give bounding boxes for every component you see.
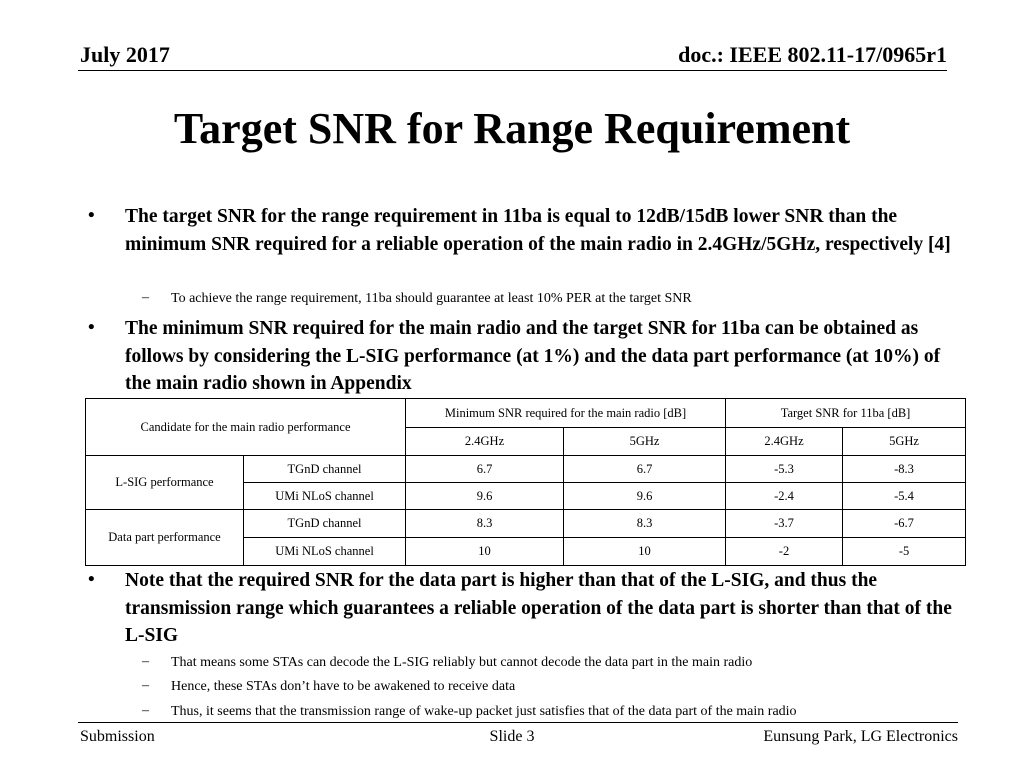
bullet-marker: • [88,317,95,338]
footer-divider [78,722,958,723]
header-divider [78,70,947,71]
header-min-snr-cell: Minimum SNR required for the main radio [dB] [406,399,726,428]
value-cell: -2.4 [726,483,843,510]
sub-bullet-text-1: To achieve the range requirement, 11ba should guarantee at least 10% PER at the target SNR [171,291,692,306]
value-cell: -5.3 [726,456,843,483]
bullet-text-3: Note that the required SNR for the data part is higher than that of the L-SIG, and thus the transmission range which guarantees a reliable operation of the data part is shorter than that of the L-SIG [125,570,952,646]
header-target-snr-cell: Target SNR for 11ba [dB] [726,399,966,428]
header-candidate-cell: Candidate for the main radio performance [86,399,406,456]
value-cell: 9.6 [564,483,726,510]
subheader-min-5: 5GHz [564,428,726,456]
footer-author: Eunsung Park, LG Electronics [763,728,958,745]
value-cell: 10 [406,538,564,566]
sub-bullet-marker: – [142,654,149,669]
sub-bullet-marker: – [142,703,149,718]
bullet-text-1: The target SNR for the range requirement in 11ba is equal to 12dB/15dB lower SNR than the minimum SNR required for a reliable operation of the main radio in 2.4GHz/5GHz, respectively [4] [125,206,951,255]
data-part-label-cell: Data part performance [86,510,244,566]
header-doc-id: doc.: IEEE 802.11-17/0965r1 [678,42,947,67]
value-cell: -8.3 [843,456,966,483]
value-cell: -2 [726,538,843,566]
bullet-marker: • [88,569,95,590]
channel-cell: TGnD channel [244,456,406,483]
table-row [86,456,966,483]
value-cell: -5.4 [843,483,966,510]
header-date: July 2017 [80,42,170,67]
value-cell: -6.7 [843,510,966,538]
slide-title: Target SNR for Range Requirement [173,104,851,153]
sub-bullet-marker: – [142,290,149,305]
value-cell: -5 [843,538,966,566]
channel-cell: UMi NLoS channel [244,483,406,510]
footer-slide-number: Slide 3 [489,728,535,745]
sub-bullet-text-2: That means some STAs can decode the L-SIG reliably but cannot decode the data part in the main radio [171,655,753,670]
channel-cell: TGnD channel [244,510,406,538]
sub-bullet-text-3: Hence, these STAs don’t have to be awakened to receive data [171,679,516,694]
footer-submission: Submission [80,728,155,745]
snr-table [85,398,966,566]
subheader-tgt-5: 5GHz [843,428,966,456]
sub-bullet-text-4: Thus, it seems that the transmission range of wake-up packet just satisfies that of the data part of the main radio [171,704,797,719]
value-cell: 10 [564,538,726,566]
channel-cell: UMi NLoS channel [244,538,406,566]
value-cell: -3.7 [726,510,843,538]
value-cell: 8.3 [406,510,564,538]
bullet-marker: • [88,205,95,226]
subheader-min-24: 2.4GHz [406,428,564,456]
value-cell: 8.3 [564,510,726,538]
value-cell: 9.6 [406,483,564,510]
sub-bullet-marker: – [142,678,149,693]
bullet-text-2: The minimum SNR required for the main radio and the target SNR for 11ba can be obtained as follows by considering the L-SIG performance (at 1%) and the data part performance (at 10%) of the main radio shown in Appendix [125,318,941,394]
value-cell: 6.7 [406,456,564,483]
lsig-label-cell: L-SIG performance [86,456,244,510]
value-cell: 6.7 [564,456,726,483]
table-row [86,510,966,538]
subheader-tgt-24: 2.4GHz [726,428,843,456]
